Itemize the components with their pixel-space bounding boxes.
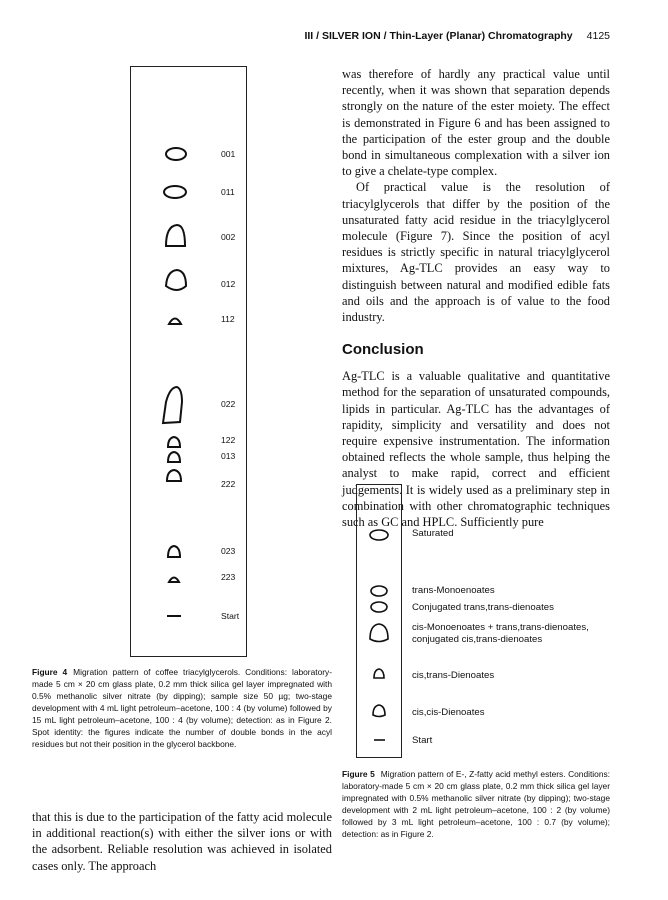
label-022: 022	[221, 399, 236, 409]
label-122: 122	[221, 435, 236, 445]
figure4-caption-label: Figure 4	[32, 667, 68, 677]
spot-222	[167, 470, 181, 481]
fig5-label-cis-monoenoates: cis-Monoenoates + trans,trans-dienoates,	[412, 622, 589, 633]
spot-trans-monoenoates	[371, 586, 387, 596]
running-title: III / SILVER ION / Thin-Layer (Planar) Chromatography	[304, 30, 573, 42]
label-011: 011	[221, 187, 235, 197]
fig5-label-start: Start	[412, 735, 433, 746]
label-002: 002	[221, 232, 236, 242]
figure4-caption	[32, 666, 332, 750]
bottom-left-paragraph: that this is due to the participation of the fatty acid molecule in additional reaction(s) with either the silver ions or with the adsorbent. Reliable resolution was achieved in isolated cases only. The approach	[32, 810, 332, 873]
spot-023	[168, 546, 180, 557]
label-001: 001	[221, 149, 236, 159]
label-023: 023	[221, 546, 236, 556]
spot-conjugated-trans-trans	[371, 602, 387, 612]
spot-saturated	[370, 530, 388, 540]
spot-022	[163, 387, 182, 423]
figure4-plate	[130, 66, 247, 657]
figure5-caption	[342, 768, 610, 840]
figure5-caption-label: Figure 5	[342, 769, 375, 779]
figure5-plate	[356, 484, 402, 758]
conclusion-heading: Conclusion	[342, 341, 424, 359]
running-header	[0, 30, 610, 42]
spot-cis-monoenoates	[370, 624, 388, 642]
page-number: 4125	[586, 30, 610, 42]
paragraph-1: was therefore of hardly any practical value until recently, when it was shown that separation depends strongly on the nature of the ester moiety. The effect is demonstrated in Figure 6 and has been assigned to the participation of the ester group and the double bond in simultaneous complexation with a silver ion to give a chelate-type complex.	[342, 67, 610, 179]
fig5-label-conjugated-cis-trans: conjugated cis,trans-dienoates	[412, 634, 543, 645]
spot-223	[169, 578, 179, 583]
spot-001	[166, 148, 186, 160]
label-start: Start	[221, 611, 240, 621]
spot-cis-trans-dienoates	[374, 669, 384, 678]
fig5-label-saturated: Saturated	[412, 528, 454, 539]
right-column	[342, 66, 610, 530]
conclusion-paragraph: Ag-TLC is a valuable qualitative and quantitative method for the separation of unsaturated compounds, lipids in particular. Ag-TLC has the advantages of rapidity, simplicity and versatility and does not require expensive instrumentation. The information obtained reflects the whole sample, thus helping the analyst to make rapid, correct and efficient judgements. It is widely used as a preliminary step in combination with other chromatographic techniques such as GC and HPLC. Sufficiently pure	[342, 369, 610, 530]
fig5-label-trans-monoenoates: trans-Monoenoates	[412, 585, 495, 596]
fig5-label-cis-cis-dienoates: cis,cis-Dienoates	[412, 707, 485, 718]
label-012: 012	[221, 279, 236, 289]
label-222: 222	[221, 479, 236, 489]
fig5-label-conjugated-trans-trans: Conjugated trans,trans-dienoates	[412, 602, 554, 613]
spot-cis-cis-dienoates	[373, 705, 385, 717]
paragraph-2: Of practical value is the resolution of triacylglycerols that differ by the position of the unsaturated fatty acid residue in the triacylglycerol molecule (Figure 7). Since the position of acyl residues is strictly specific in natural triacylglycerol mixtures, Ag-TLC provides an easy way to distinguish between natural and modified edible fats and oils and the approach is of value to the food industry.	[342, 180, 610, 325]
fig5-label-cis-trans-dienoates: cis,trans-Dienoates	[412, 670, 495, 681]
figure4-caption-text: Migration pattern of coffee triacylglycerols. Conditions: laboratory-made 5 cm × 20 cm glass plate, 0.2 mm thick silica gel layer impregnated with 0.5% methanolic silver nitrate (by dipping); sample size 50 µg; two-stage development with 4 mL light petroleum–acetone, 100 : 4 (by volume) followed by 15 mL light petroleum–acetone, 100 : 4 (by volume); detection: as in Figure 2. Spot identity: the figures indicate the number of double bonds in the acyl residues but not their position in the glycerol backbone.	[32, 667, 332, 749]
spot-122	[168, 437, 180, 447]
figure5-caption-text: Migration pattern of E-, Z-fatty acid methyl esters. Conditions: laboratory-made 5 cm × 20 cm glass plate, 0.2 mm thick silica gel layer impregnated with 0.5% methanolic silver nitrate (by dipping); two-stage development with 2 mL light petroleum–acetone, 100 : 2 (by volume) followed by 3 mL light petroleum–acetone, 100 : 0.7 (by volume); detection: as in Figure 2.	[342, 769, 610, 839]
spot-002	[166, 225, 185, 246]
spot-011	[164, 186, 186, 198]
spot-013	[168, 452, 180, 462]
spot-012	[166, 270, 186, 290]
figure5-spots	[357, 485, 401, 757]
label-112: 112	[221, 314, 235, 324]
label-013: 013	[221, 451, 236, 461]
label-223: 223	[221, 572, 236, 582]
spot-112	[169, 319, 181, 325]
